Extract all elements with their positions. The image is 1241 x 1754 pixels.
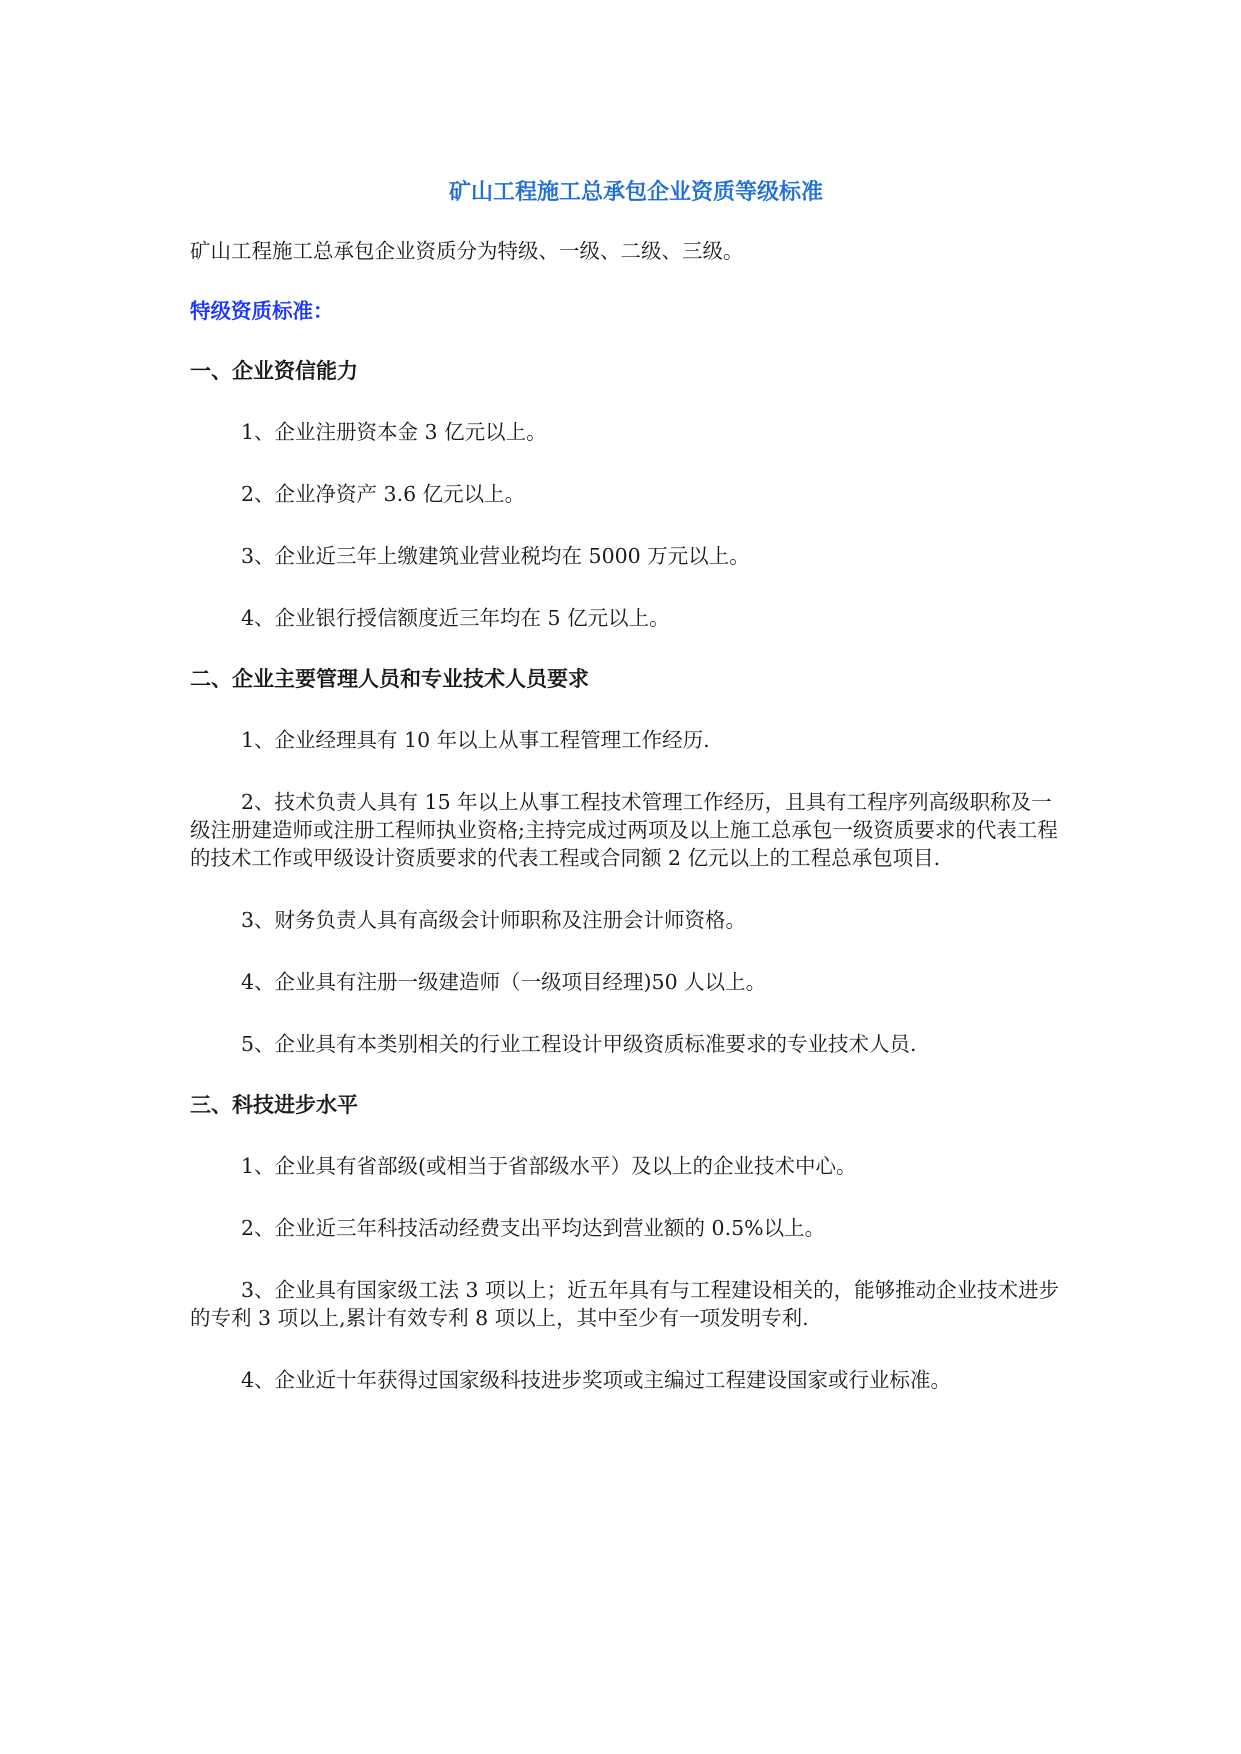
- list-item: 1、企业经理具有 10 年以上从事工程管理工作经历.: [241, 728, 710, 752]
- list-item: 2、企业净资产 3.6 亿元以上。: [241, 482, 526, 506]
- list-item: 4、企业近十年获得过国家级科技进步奖项或主编过工程建设国家或行业标准。: [241, 1368, 952, 1392]
- section-heading: 三、科技进步水平: [190, 1092, 358, 1117]
- list-item: 2、企业近三年科技活动经费支出平均达到营业额的 0.5%以上。: [241, 1216, 826, 1240]
- list-item: 2、技术负责人具有 15 年以上从事工程技术管理工作经历，且具有工程序列高级职称及一级注册建造师或注册工程师执业资格;主持完成过两项及以上施工总承包一级资质要求的代表工程的技术工作或甲级设计资质要求的代表工程或合同额 2 亿元以上的工程总承包项目.: [190, 790, 1058, 870]
- section-heading: 二、企业主要管理人员和专业技术人员要求: [190, 666, 589, 691]
- list-item: 4、企业具有注册一级建造师（一级项目经理)50 人以上。: [241, 970, 767, 994]
- document-body: [190, 178, 1060, 1394]
- list-item: 1、企业具有省部级(或相当于省部级水平）及以上的企业技术中心。: [241, 1154, 857, 1178]
- list-item: 1、企业注册资本金 3 亿元以上。: [241, 420, 547, 444]
- section-heading: 一、企业资信能力: [190, 358, 358, 383]
- intro-paragraph: 矿山工程施工总承包企业资质分为特级、一级、二级、三级。: [190, 239, 744, 263]
- list-item: 3、企业近三年上缴建筑业营业税均在 5000 万元以上。: [241, 544, 750, 568]
- list-item: 3、财务负责人具有高级会计师职称及注册会计师资格。: [241, 908, 747, 932]
- list-item: 4、企业银行授信额度近三年均在 5 亿元以上。: [241, 606, 670, 630]
- document-title: 矿山工程施工总承包企业资质等级标准: [448, 179, 823, 205]
- grade-subtitle: 特级资质标准：: [190, 299, 334, 323]
- list-item: 5、企业具有本类别相关的行业工程设计甲级资质标准要求的专业技术人员.: [241, 1032, 917, 1056]
- list-item: 3、企业具有国家级工法 3 项以上；近五年具有与工程建设相关的，能够推动企业技术进步的专利 3 项以上,累计有效专利 8 项以上，其中至少有一项发明专利.: [190, 1278, 1060, 1330]
